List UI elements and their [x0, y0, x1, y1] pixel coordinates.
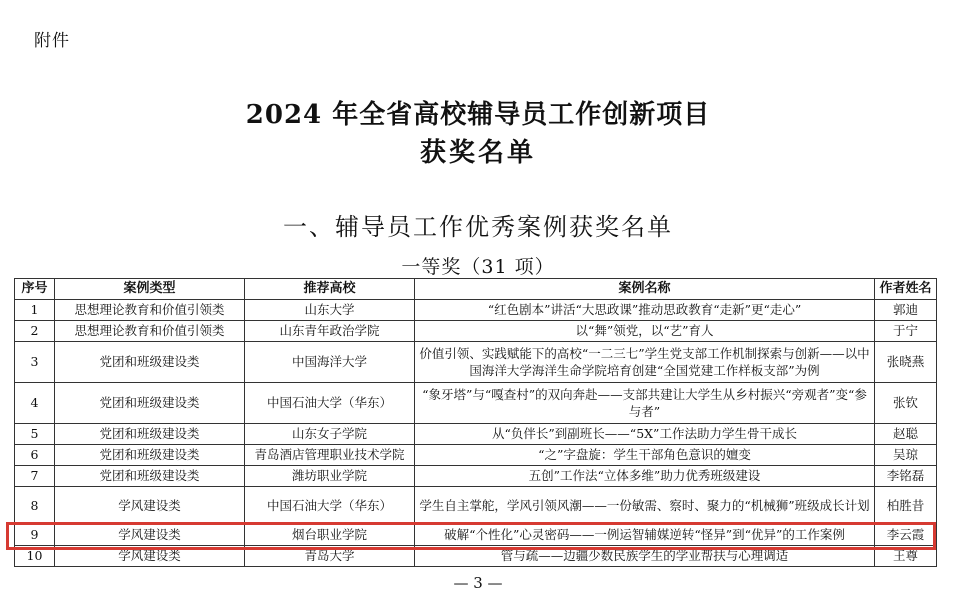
table-row: [15, 445, 937, 466]
cell-type: 党团和班级建设类: [55, 445, 245, 466]
cell-author: 柏胜昔: [875, 487, 937, 525]
cell-author: 郭迪: [875, 300, 937, 321]
cell-author: 王尊: [875, 546, 937, 567]
cell-no: 3: [15, 342, 55, 383]
table-header-row: [15, 279, 937, 300]
cell-author: 吴琼: [875, 445, 937, 466]
cell-school: 中国石油大学（华东）: [245, 383, 415, 424]
table-row: [15, 546, 937, 567]
cell-case-name: 破解“个性化”心灵密码——一例运智辅媒逆转“怪异”到“优异”的工作案例: [415, 525, 875, 546]
cell-no: 4: [15, 383, 55, 424]
column-header-school: 推荐高校: [245, 279, 415, 300]
column-header-no: 序号: [15, 279, 55, 300]
cell-school: 青岛大学: [245, 546, 415, 567]
cell-type: 学风建设类: [55, 525, 245, 546]
cell-type: 思想理论教育和价值引领类: [55, 300, 245, 321]
cell-school: 山东女子学院: [245, 424, 415, 445]
award-level-title: 一等奖（31 项）: [401, 256, 555, 278]
cell-case-name: 管与疏——边疆少数民族学生的学业帮扶与心理调适: [415, 546, 875, 567]
cell-type: 思想理论教育和价值引领类: [55, 321, 245, 342]
cell-school: 烟台职业学院: [245, 525, 415, 546]
cell-type: 党团和班级建设类: [55, 466, 245, 487]
cell-school: 青岛酒店管理职业技术学院: [245, 445, 415, 466]
column-header-author: 作者姓名: [875, 279, 937, 300]
table-row: [15, 424, 937, 445]
cell-no: 9: [15, 525, 55, 546]
table-row: [15, 466, 937, 487]
table-row: [15, 487, 937, 525]
cell-type: 党团和班级建设类: [55, 342, 245, 383]
cell-type: 党团和班级建设类: [55, 424, 245, 445]
page-number-text: — 3 —: [447, 574, 508, 592]
cell-case-name: 从“负伴长”到副班长——“5X”工作法助力学生骨干成长: [415, 424, 875, 445]
cell-no: 5: [15, 424, 55, 445]
cell-case-name: 学生自主掌舵，学风引领风潮——一份敏需、察时、聚力的“机械狮”班级成长计划: [415, 487, 875, 525]
cell-author: 赵聪: [875, 424, 937, 445]
cell-type: 党团和班级建设类: [55, 383, 245, 424]
cell-no: 1: [15, 300, 55, 321]
cell-case-name: 价值引领、实践赋能下的高校“一二三七”学生党支部工作机制探索与创新——以中国海洋大学海洋生命学院培育创建“全国党建工作样板支部”为例: [415, 342, 875, 383]
table-row: [15, 321, 937, 342]
table-row: [15, 342, 937, 383]
cell-school: 中国海洋大学: [245, 342, 415, 383]
cell-school: 山东青年政治学院: [245, 321, 415, 342]
cell-author: 张钦: [875, 383, 937, 424]
cell-case-name: “之”字盘旋：学生干部角色意识的嬗变: [415, 445, 875, 466]
cell-no: 2: [15, 321, 55, 342]
awards-table: [14, 278, 937, 567]
cell-school: 潍坊职业学院: [245, 466, 415, 487]
cell-author: 张晓燕: [875, 342, 937, 383]
cell-no: 8: [15, 487, 55, 525]
cell-case-name: “象牙塔”与“嘎查村”的双向奔赴——支部共建让大学生从乡村振兴“旁观者”变“参与者”: [415, 383, 875, 424]
section-title: 一、辅导员工作优秀案例获奖名单: [283, 213, 673, 241]
column-header-type: 案例类型: [55, 279, 245, 300]
cell-author: 李云霞: [875, 525, 937, 546]
cell-case-name: “红色剧本”讲活“大思政课”推动思政教育“走新”更“走心”: [415, 300, 875, 321]
cell-no: 6: [15, 445, 55, 466]
cell-type: 学风建设类: [55, 546, 245, 567]
column-header-case-name: 案例名称: [415, 279, 875, 300]
cell-no: 7: [15, 466, 55, 487]
table-row: [15, 300, 937, 321]
cell-no: 10: [15, 546, 55, 567]
page-number: [0, 574, 956, 592]
document-subtitle: 获奖名单: [419, 138, 536, 168]
cell-school: 山东大学: [245, 300, 415, 321]
table-row: [15, 383, 937, 424]
document-title: 2024 年全省高校辅导员工作创新项目: [245, 100, 711, 130]
table-row-highlighted: [15, 525, 937, 546]
attachment-label: 附件: [34, 31, 70, 51]
cell-type: 学风建设类: [55, 487, 245, 525]
cell-case-name: 五创”工作法“立体多维”助力优秀班级建设: [415, 466, 875, 487]
cell-case-name: 以“舞”领党，以“艺”育人: [415, 321, 875, 342]
cell-author: 李铭磊: [875, 466, 937, 487]
cell-author: 于宁: [875, 321, 937, 342]
cell-school: 中国石油大学（华东）: [245, 487, 415, 525]
